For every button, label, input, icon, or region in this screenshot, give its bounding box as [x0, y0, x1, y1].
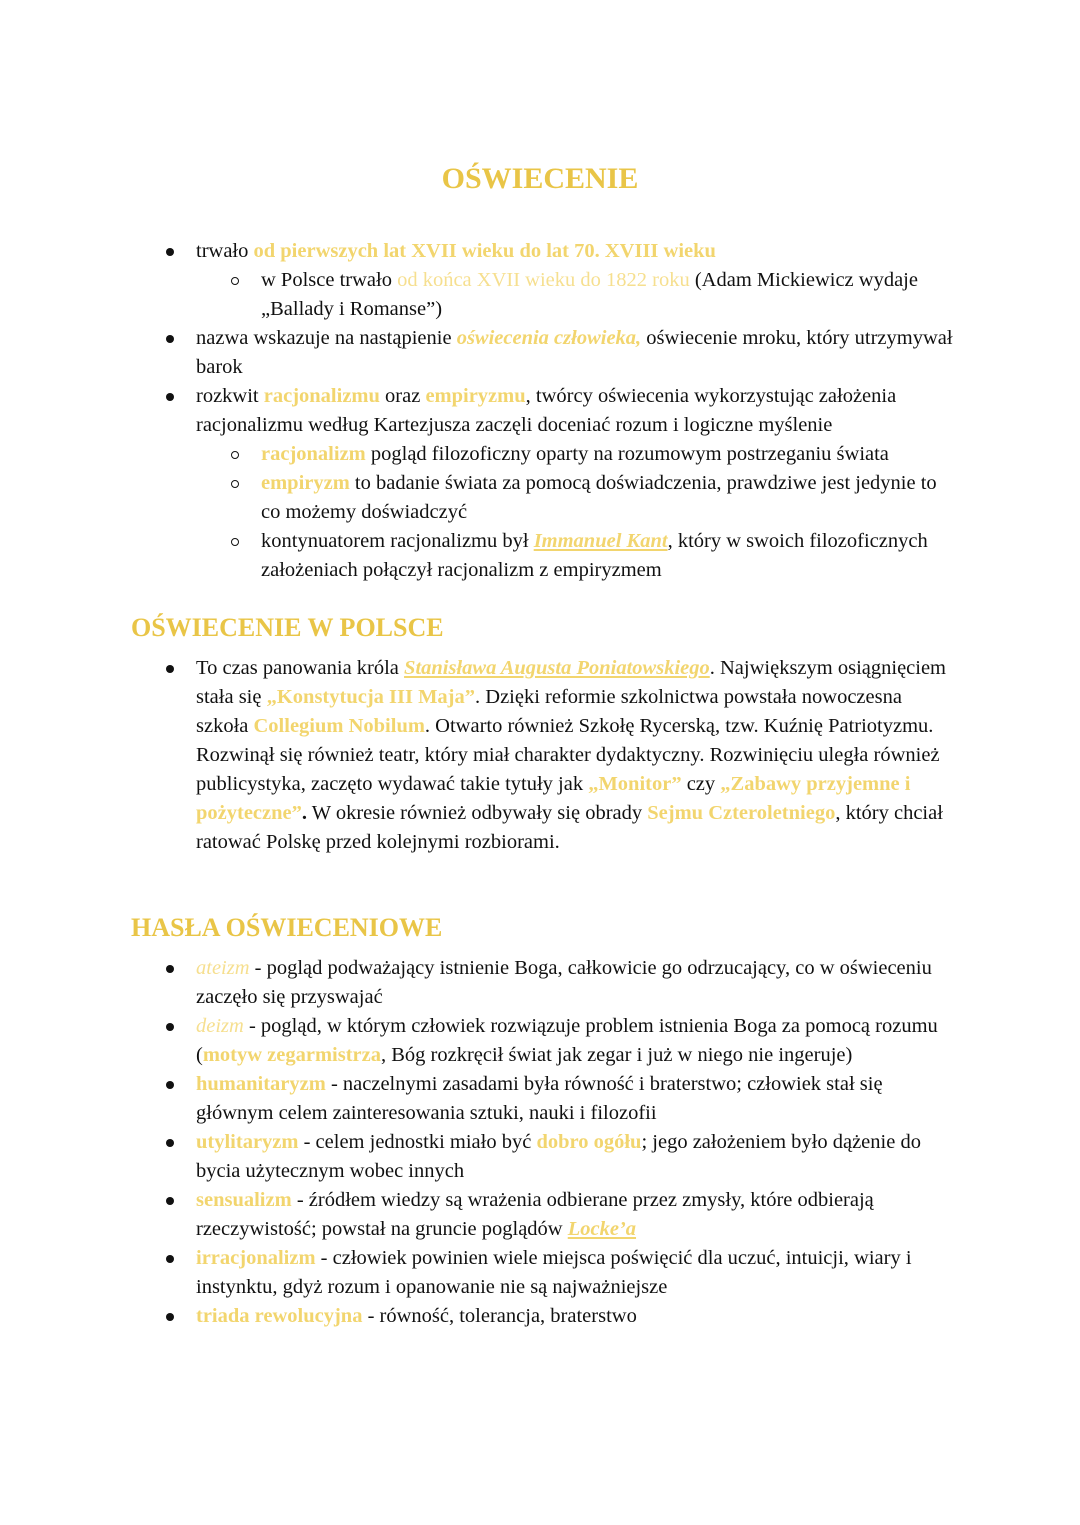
bullet-item [196, 324, 956, 382]
text-segment: - źródłem wiedzy są wrażenia odbierane przez zmysły, które odbierają rzeczywistość; powstał na gruncie poglądów [196, 1189, 874, 1240]
bullet-item [196, 1012, 956, 1070]
highlighted-term: empiryzm [261, 472, 350, 494]
text-segment: To czas panowania króla [196, 657, 405, 679]
highlighted-term: triada rewolucyjna [196, 1305, 363, 1327]
text-segment: nazwa wskazuje na nastąpienie [196, 327, 457, 349]
highlighted-term: empiryzmu [425, 385, 526, 407]
text-segment: to badanie świata za pomocą doświadczenia, prawdziwe jest jedynie to co możemy doświadczyć [261, 472, 937, 523]
highlighted-term: Collegium Nobilum [253, 715, 425, 737]
text-segment: kontynuatorem racjonalizmu był [261, 530, 534, 552]
text-segment: - pogląd podważający istnienie Boga, całkowicie go odrzucający, co w oświeceniu zaczęło się przyswajać [196, 957, 932, 1008]
text-segment: oraz [379, 385, 426, 407]
text-segment: , Bóg rozkręcił świat jak zegar i już w niego nie ingeruje) [380, 1044, 853, 1066]
bullet-item [196, 382, 956, 440]
bullet-item [196, 1244, 956, 1302]
text-segment: - pogląd, w którym człowiek rozwiązuje problem istnienia Boga za pomocą rozumu ( [196, 1015, 938, 1066]
sub-bullet-item [261, 440, 956, 469]
poland-list [196, 654, 956, 857]
highlighted-term: utylitaryzm [196, 1131, 299, 1153]
highlighted-term: motyw zegarmistrza [202, 1044, 381, 1066]
highlighted-term: sensualizm [196, 1189, 292, 1211]
highlighted-term: . [301, 802, 307, 824]
intro-list [196, 237, 956, 585]
text-segment: , który chciał ratować Polskę przed kolejnymi rozbiorami. [196, 802, 943, 853]
link[interactable]: Stanisława Augusta Poniatowskiego [404, 657, 710, 679]
bullet-item [196, 1186, 956, 1244]
text-segment: - równość, tolerancja, braterstwo [362, 1305, 637, 1327]
highlighted-term: Sejmu Czteroletniego [647, 802, 836, 824]
highlighted-term: ateizm [196, 957, 250, 979]
text-segment: w Polsce trwało [261, 269, 398, 291]
sub-bullet-item [261, 469, 956, 527]
text-segment: (Adam Mickiewicz wydaje „Ballady i Romanse”) [261, 269, 918, 320]
highlighted-term: irracjonalizm [196, 1247, 316, 1269]
link[interactable]: Locke’a [567, 1218, 637, 1240]
highlighted-term: od końca XVII wieku do 1822 roku [397, 269, 690, 291]
text-segment: , który w swoich filozoficznych założeniach połączył racjonalizm z empiryzmem [261, 530, 928, 581]
highlighted-term: od pierwszych lat XVII wieku do lat 70. XVIII wieku [253, 240, 716, 262]
sub-bullet-item [261, 527, 956, 585]
sub-bullet-item [261, 266, 956, 324]
link[interactable]: Immanuel Kant [533, 530, 668, 552]
highlighted-term: dobro ogółu [536, 1131, 642, 1153]
highlighted-term: „Monitor” [588, 773, 682, 795]
page-title: OŚWIECENIE [441, 162, 639, 195]
slogans-list [196, 954, 956, 1331]
highlighted-term: racjonalizm [261, 443, 366, 465]
bullet-item [196, 654, 956, 857]
text-segment: pogląd filozoficzny oparty na rozumowym postrzeganiu świata [365, 443, 889, 465]
text-segment: . Dzięki reformie szkolnictwa powstała nowoczesna szkoła [196, 686, 902, 737]
text-segment: czy [681, 773, 721, 795]
bullet-item [196, 1070, 956, 1128]
highlighted-term: „Konstytucja III Maja” [266, 686, 476, 708]
text-segment: - celem jednostki miało być [298, 1131, 537, 1153]
bullet-item [196, 237, 956, 266]
highlighted-term: „Zabawy przyjemne i pożyteczne” [196, 773, 911, 824]
bullet-item [196, 954, 956, 1012]
highlighted-term: racjonalizmu [263, 385, 380, 407]
text-segment: . Otwarto również Szkołę Rycerską, tzw. Kuźnię Patriotyzmu. Rozwinął się również teatr, który miał charakter dydaktyczny. Rozwinięciu uległa również publicystyka, zaczęto wydawać takie tytuły jak [196, 715, 940, 795]
bullet-item [196, 1302, 956, 1331]
text-segment: oświecenie mroku, który utrzymywał barok [196, 327, 953, 378]
text-segment: , twórcy oświecenia wykorzystując założenia racjonalizmu według Kartezjusza zaczęli doceniać rozum i logiczne myślenie [196, 385, 897, 436]
text-segment: . Największym osiągnięciem stała się [196, 657, 947, 708]
text-segment: trwało [196, 240, 254, 262]
text-segment: ; jego założeniem było dążenie do bycia użytecznym wobec innych [196, 1131, 921, 1182]
highlighted-term: deizm [196, 1015, 244, 1037]
highlighted-term: oświecenia człowieka, [456, 327, 642, 349]
text-segment: - naczelnymi zasadami była równość i braterstwo; człowiek stał się głównym celem zainteresowania sztuki, nauki i filozofii [196, 1073, 883, 1124]
section-heading-poland: OŚWIECENIE W POLSCE [131, 613, 444, 642]
text-segment: rozkwit [196, 385, 264, 407]
highlighted-term: humanitaryzm [196, 1073, 326, 1095]
text-segment: - człowiek powinien wiele miejsca poświęcić dla uczuć, intuicji, wiary i instynktu, gdyż rozum i opanowanie nie są najważniejsze [196, 1247, 912, 1298]
text-segment: W okresie również odbywały się obrady [307, 802, 648, 824]
bullet-item [196, 1128, 956, 1186]
section-heading-slogans: HASŁA OŚWIECENIOWE [131, 913, 443, 942]
